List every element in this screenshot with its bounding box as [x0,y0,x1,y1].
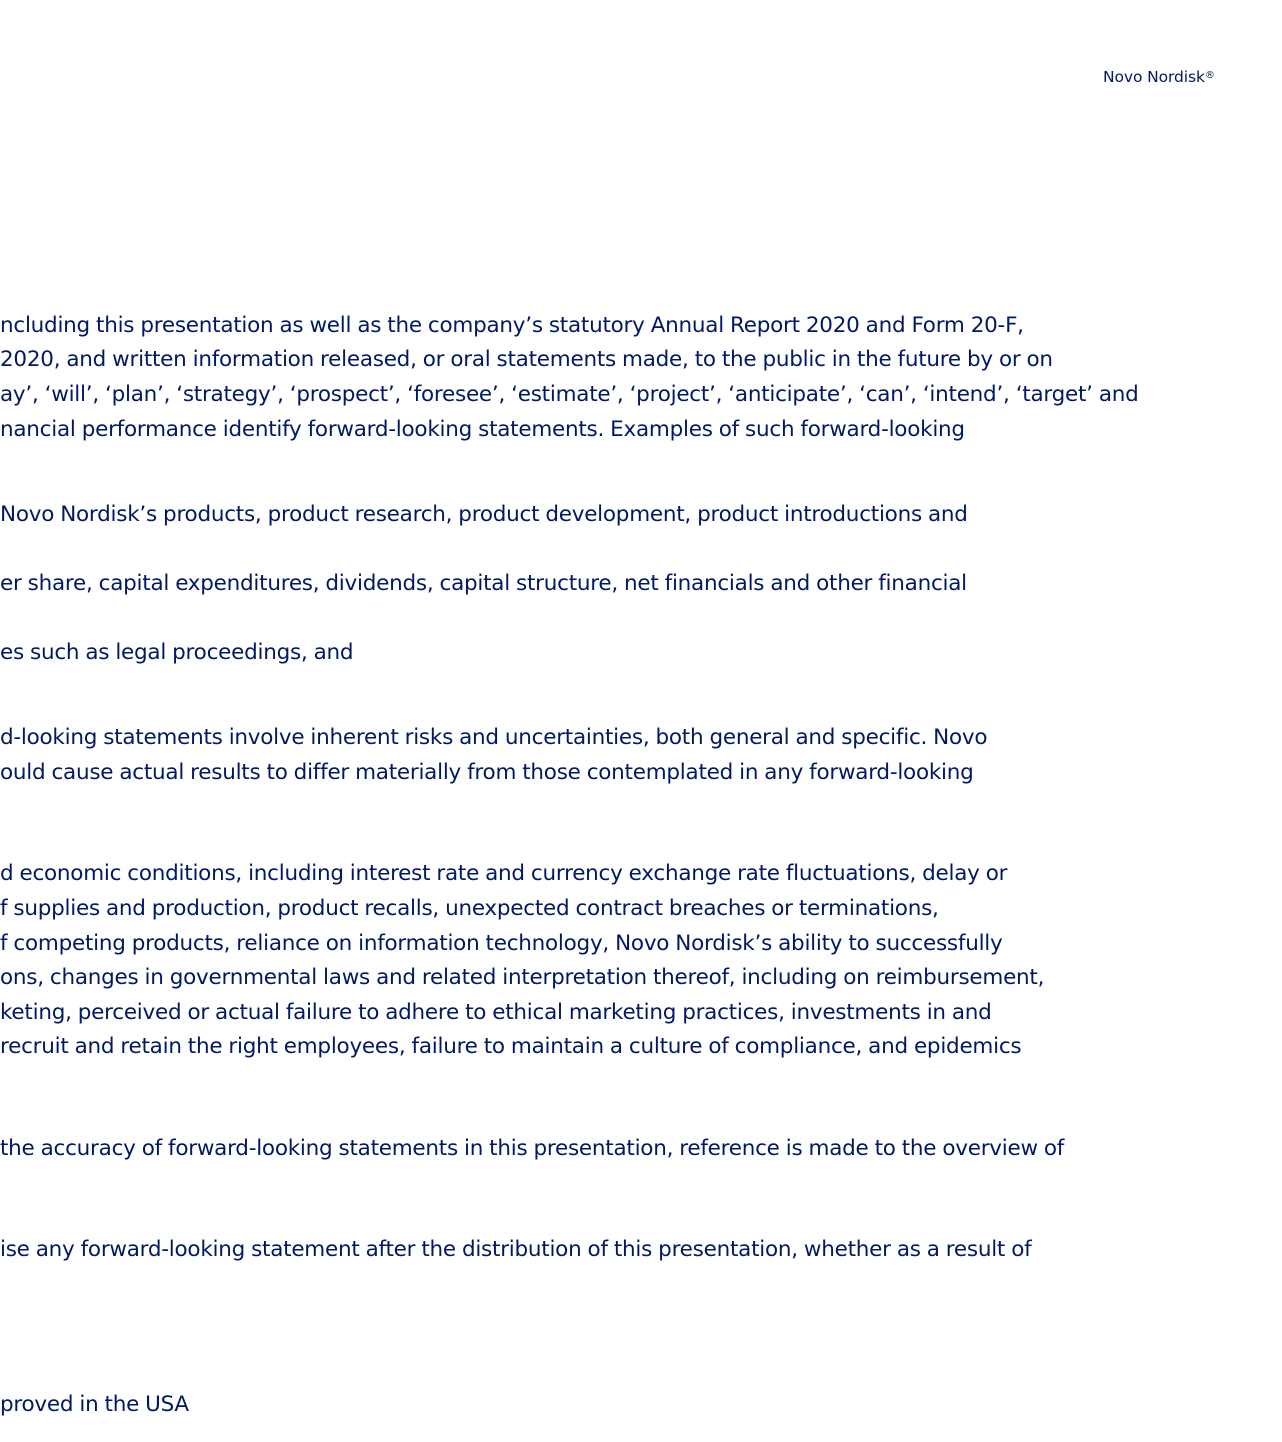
paragraph-4: the accuracy of forward-looking statements in this presentation, reference is made to the overview of [0,1136,1065,1161]
paragraph-1-line-3: ay’, ‘will’, ‘plan’, ‘strategy’, ‘prospect’, ‘foresee’, ‘estimate’, ‘project’, ‘anticipate’, ‘can’, ‘intend’, ‘target’ and [0,382,1139,407]
paragraph-1-line-1: ncluding this presentation as well as the company’s statutory Annual Report 2020 and Form 20-F, [0,313,1024,338]
paragraph-3-line-4: ons, changes in governmental laws and related interpretation thereof, including on reimbursement, [0,965,1045,990]
bullet-legal: es such as legal proceedings, and [0,640,354,665]
brand-name: Novo Nordisk [1103,68,1205,86]
paragraph-3-line-1: d economic conditions, including interest rate and currency exchange rate fluctuations, delay or [0,861,1008,886]
bullet-products: Novo Nordisk’s products, product research, product development, product introductions and [0,502,968,527]
footnote: proved in the USA [0,1392,189,1417]
paragraph-3-line-6: recruit and retain the right employees, failure to maintain a culture of compliance, and epidemics [0,1034,1022,1059]
paragraph-3-line-2: f supplies and production, product recalls, unexpected contract breaches or terminations, [0,896,939,921]
brand-header [1103,67,1215,87]
bullet-financials: er share, capital expenditures, dividends, capital structure, net financials and other financial [0,571,967,596]
paragraph-2-line-1: d-looking statements involve inherent risks and uncertainties, both general and specific. Novo [0,725,988,750]
paragraph-1-line-2: 2020, and written information released, or oral statements made, to the public in the future by or on [0,347,1053,372]
registered-mark: ® [1204,70,1215,81]
paragraph-3-line-3: f competing products, reliance on information technology, Novo Nordisk’s ability to successfully [0,931,1003,956]
paragraph-3-line-5: keting, perceived or actual failure to adhere to ethical marketing practices, investments in and [0,1000,992,1025]
paragraph-1-line-4: nancial performance identify forward-looking statements. Examples of such forward-looking [0,417,965,442]
paragraph-5: ise any forward-looking statement after the distribution of this presentation, whether as a result of [0,1237,1032,1262]
paragraph-2-line-2: ould cause actual results to differ materially from those contemplated in any forward-looking [0,760,974,785]
